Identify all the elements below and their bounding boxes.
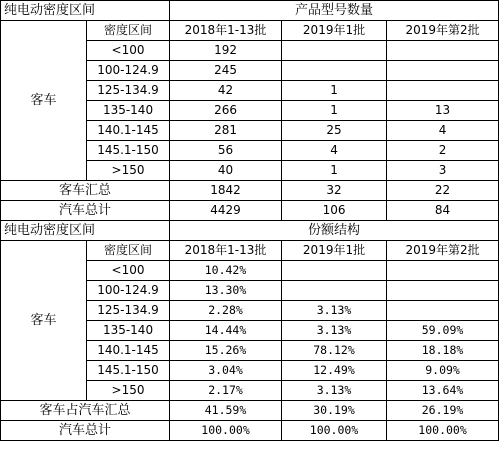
value-cell: 10.42% (170, 261, 282, 281)
density-range-cell: 100-124.9 (87, 61, 170, 81)
top-header-row (1, 21, 499, 41)
density-range-cell: 140.1-145 (87, 121, 170, 141)
value-cell: 4 (387, 121, 499, 141)
summary-label: 汽车总计 (1, 201, 170, 221)
value-cell (282, 281, 387, 301)
bottom-header-row (1, 241, 499, 261)
summary-value: 41.59% (170, 401, 282, 421)
section-title-right: 产品型号数量 (170, 1, 499, 21)
top-title-row (1, 1, 499, 21)
value-cell: 3.13% (282, 381, 387, 401)
value-cell: 18.18% (387, 341, 499, 361)
summary-value: 4429 (170, 201, 282, 221)
value-cell: 56 (170, 141, 282, 161)
summary-value: 106 (282, 201, 387, 221)
density-range-cell: 135-140 (87, 101, 170, 121)
value-cell (387, 301, 499, 321)
value-cell: 281 (170, 121, 282, 141)
column-header: 2019年1批 (282, 241, 387, 261)
summary-value: 30.19% (282, 401, 387, 421)
section-title-right: 份额结构 (170, 221, 499, 241)
column-header: 2019年第2批 (387, 21, 499, 41)
column-header: 2018年1-13批 (170, 21, 282, 41)
value-cell: 15.26% (170, 341, 282, 361)
value-cell: 245 (170, 61, 282, 81)
column-header-density: 密度区间 (87, 241, 170, 261)
density-range-cell: <100 (87, 261, 170, 281)
density-range-cell: >150 (87, 161, 170, 181)
bottom-title-row (1, 221, 499, 241)
density-range-cell: 145.1-150 (87, 141, 170, 161)
value-cell (387, 81, 499, 101)
density-range-cell: 125-134.9 (87, 81, 170, 101)
value-cell: 59.09% (387, 321, 499, 341)
value-cell: 3.13% (282, 301, 387, 321)
summary-value: 1842 (170, 181, 282, 201)
value-cell: 12.49% (282, 361, 387, 381)
density-range-cell: >150 (87, 381, 170, 401)
value-cell: 1 (282, 101, 387, 121)
summary-value: 32 (282, 181, 387, 201)
value-cell (387, 261, 499, 281)
section-title-left: 纯电动密度区间 (1, 221, 170, 241)
value-cell: 1 (282, 81, 387, 101)
top-summary1-row (1, 181, 499, 201)
density-range-cell: 135-140 (87, 321, 170, 341)
value-cell: 13.30% (170, 281, 282, 301)
summary-label: 客车占汽车汇总 (1, 401, 170, 421)
summary-value: 100.00% (387, 421, 499, 441)
summary-value: 26.19% (387, 401, 499, 421)
density-range-cell: 140.1-145 (87, 341, 170, 361)
density-range-cell: 145.1-150 (87, 361, 170, 381)
density-range-cell: 100-124.9 (87, 281, 170, 301)
value-cell: 1 (282, 161, 387, 181)
value-cell (387, 61, 499, 81)
density-range-cell: <100 (87, 41, 170, 61)
value-cell: 2.28% (170, 301, 282, 321)
category-cell: 客车 (1, 21, 87, 181)
column-header-density: 密度区间 (87, 21, 170, 41)
value-cell: 13 (387, 101, 499, 121)
value-cell: 9.09% (387, 361, 499, 381)
value-cell: 78.12% (282, 341, 387, 361)
bottom-summary2-row (1, 421, 499, 441)
value-cell: 42 (170, 81, 282, 101)
column-header: 2018年1-13批 (170, 241, 282, 261)
summary-value: 22 (387, 181, 499, 201)
value-cell: 3.13% (282, 321, 387, 341)
section-title-left: 纯电动密度区间 (1, 1, 170, 21)
value-cell: 2.17% (170, 381, 282, 401)
value-cell (282, 261, 387, 281)
column-header: 2019年1批 (282, 21, 387, 41)
value-cell: 40 (170, 161, 282, 181)
summary-value: 100.00% (170, 421, 282, 441)
value-cell: 266 (170, 101, 282, 121)
summary-label: 汽车总计 (1, 421, 170, 441)
value-cell (282, 61, 387, 81)
summary-value: 84 (387, 201, 499, 221)
summary-label: 客车汇总 (1, 181, 170, 201)
summary-value: 100.00% (282, 421, 387, 441)
value-cell: 14.44% (170, 321, 282, 341)
value-cell (387, 281, 499, 301)
value-cell: 192 (170, 41, 282, 61)
value-cell (282, 41, 387, 61)
value-cell: 2 (387, 141, 499, 161)
value-cell: 4 (282, 141, 387, 161)
value-cell (387, 41, 499, 61)
value-cell: 25 (282, 121, 387, 141)
value-cell: 13.64% (387, 381, 499, 401)
value-cell: 3.04% (170, 361, 282, 381)
top-summary2-row (1, 201, 499, 221)
value-cell: 3 (387, 161, 499, 181)
table-body (1, 1, 499, 441)
density-range-cell: 125-134.9 (87, 301, 170, 321)
column-header: 2019年第2批 (387, 241, 499, 261)
bottom-summary1-row (1, 401, 499, 421)
category-cell: 客车 (1, 241, 87, 401)
